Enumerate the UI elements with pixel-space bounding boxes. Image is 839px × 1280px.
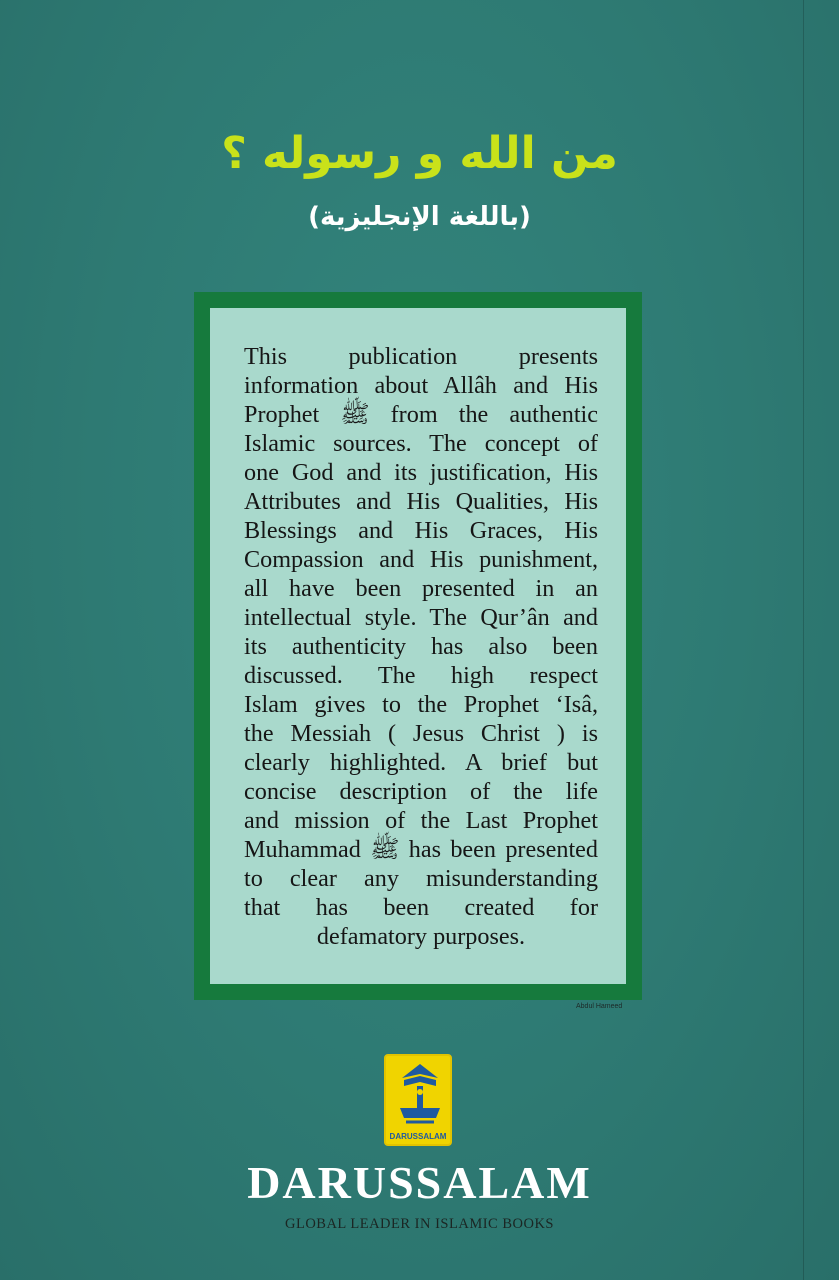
blurb-line: concise description of the life: [244, 778, 598, 805]
blurb-line: all have been presented in an: [244, 575, 598, 602]
blurb-line: clearly highlighted. A brief but: [244, 749, 598, 776]
blurb-frame: [194, 292, 642, 1000]
blurb-line: Compassion and His punishment,: [244, 546, 598, 573]
blurb-line: Islam gives to the Prophet ‘Isâ,: [244, 691, 598, 718]
blurb-line: This publication presents: [244, 343, 598, 370]
blurb-line: that has been created for: [244, 894, 598, 921]
blurb-line: and mission of the Last Prophet: [244, 807, 598, 834]
blurb-line: its authenticity has also been: [244, 633, 598, 660]
blurb-panel: [210, 308, 626, 984]
blurb-line: the Messiah ( Jesus Christ ) is: [244, 720, 598, 747]
designer-credit: Abdul Hameed: [576, 1003, 623, 1010]
blurb-line: Muhammad ﷺ has been presented: [244, 836, 598, 863]
blurb-line: to clear any misunderstanding: [244, 865, 598, 892]
blurb-line: Prophet ﷺ from the authentic: [244, 401, 598, 428]
spine-crease: [803, 0, 804, 1280]
blurb-line: defamatory purposes.: [316, 923, 526, 950]
publisher-tagline: GLOBAL LEADER IN ISLAMIC BOOKS: [284, 1216, 554, 1232]
blurb-line: intellectual style. The Qur’ân and: [244, 604, 598, 631]
blurb-line: information about Allâh and His: [244, 372, 598, 399]
blurb-line: Attributes and His Qualities, His: [244, 488, 598, 515]
blurb-line: one God and its justification, His: [244, 459, 598, 486]
blurb-line: Blessings and His Graces, His: [244, 517, 598, 544]
book-stand-icon: [390, 1060, 450, 1132]
arabic-subtitle: (باللغة الإنجليزية): [308, 202, 531, 232]
blurb-line: discussed. The high respect: [244, 662, 598, 689]
publisher-name: DARUSSALAM: [247, 1157, 592, 1208]
arabic-title: من الله و رسوله ؟: [221, 128, 618, 179]
blurb-line: Islamic sources. The concept of: [244, 430, 598, 457]
darussalam-logo-icon: [384, 1054, 452, 1146]
logo-label: DARUSSALAM: [389, 1132, 447, 1141]
